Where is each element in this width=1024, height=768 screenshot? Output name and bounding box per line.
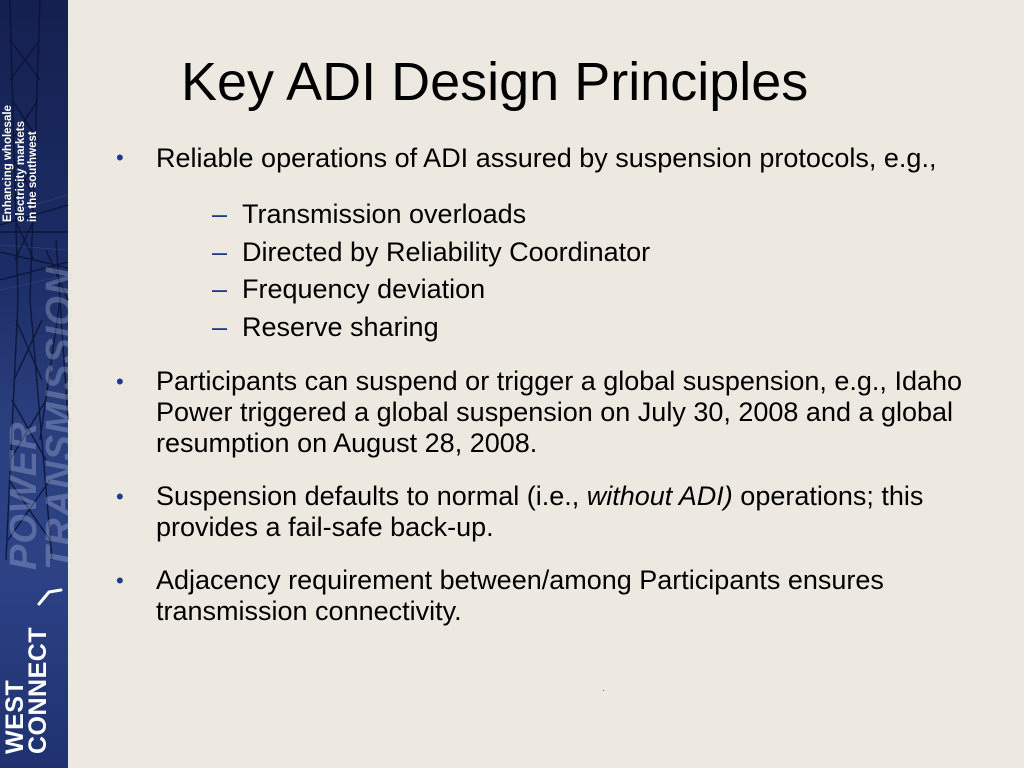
bullet-item [116, 565, 1011, 627]
watermark-line-2: TRANSMISSION [39, 266, 81, 570]
bullet-text-italic: without ADI) [586, 481, 733, 511]
sidebar-tagline [2, 42, 62, 222]
slide-title: Key ADI Design Principles [181, 52, 809, 112]
bullet-text: Adjacency requirement between/among Participants ensures transmission connectivity. [156, 565, 884, 626]
watermark-line-1: POWER [3, 421, 45, 570]
sub-bullet-item [204, 234, 1011, 272]
westconnect-logo [1, 582, 66, 757]
sidebar [0, 0, 81, 768]
tagline-line-3: in the southwest [27, 131, 39, 222]
bullet-item [116, 366, 1011, 459]
bullet-icon: • [116, 145, 124, 170]
bullet-text: Participants can suspend or trigger a global suspension, e.g., Idaho Power triggered a global suspension on July 30, 2008 and a global resumption on August 28, 2008. [156, 366, 963, 458]
dash-icon: – [212, 199, 228, 229]
bullet-text [156, 481, 1011, 543]
bullet-icon: • [116, 484, 124, 509]
logo-line-1: WEST [1, 679, 29, 754]
bullet-item [116, 138, 1011, 346]
dash-icon: – [212, 311, 228, 342]
tagline-line-1: Enhancing wholesale [2, 105, 14, 222]
bullet-text: Reliable operations of ADI assured by suspension protocols, e.g., [156, 143, 937, 173]
bullet-icon: • [116, 369, 124, 394]
logo-line-2: CONNECT [24, 626, 52, 754]
logo-swoosh-icon [37, 588, 63, 608]
bullet-text-part: operations; this provides a fail-safe back-up. [156, 481, 924, 542]
sub-bullet-item [204, 309, 1011, 347]
stray-mark [603, 690, 604, 691]
bullet-text-part: Suspension defaults to normal (i.e., [156, 481, 587, 511]
dash-icon: – [212, 274, 228, 304]
tagline-line-2: electricity markets [14, 120, 27, 222]
sub-bullet-item [204, 271, 1011, 309]
dash-icon: – [212, 236, 228, 267]
sub-bullet-list [156, 196, 1011, 346]
sub-bullet-item [204, 196, 1011, 234]
sub-bullet-text: Reserve sharing [242, 311, 439, 342]
sub-bullet-text: Transmission overloads [242, 199, 527, 229]
bullet-item [116, 481, 1011, 543]
sub-bullet-text: Frequency deviation [242, 274, 486, 304]
slide-body [116, 138, 1011, 627]
bullet-icon: • [116, 568, 124, 593]
sub-bullet-text: Directed by Reliability Coordinator [242, 236, 651, 267]
sidebar-watermark [3, 266, 81, 575]
